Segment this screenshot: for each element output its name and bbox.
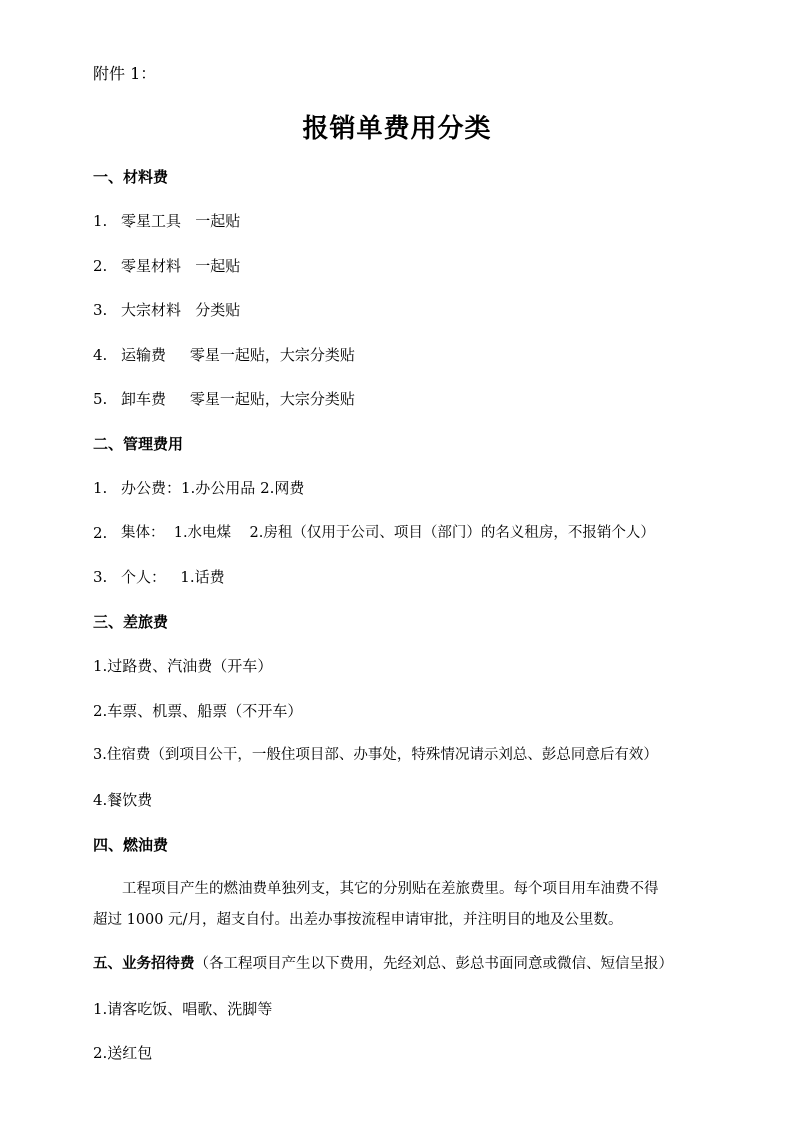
list-item: 2.车票、机票、船票（不开车） — [93, 702, 303, 720]
section-heading-management: 二、管理费用 — [93, 435, 184, 453]
item-text: 运输费 零星一起贴，大宗分类贴 — [121, 346, 355, 364]
attachment-label: 附件 1： — [93, 64, 157, 83]
section-heading-entertainment-line — [93, 954, 673, 974]
item-number: 1. — [93, 212, 108, 230]
item-number: 4. — [93, 346, 108, 364]
paragraph-line: 工程项目产生的燃油费单独列支，其它的分别贴在差旅费里。每个项目用车油费不得 — [122, 881, 659, 897]
list-item: 1.过路费、汽油费（开车） — [93, 657, 273, 675]
item-text: 零星材料 一起贴 — [121, 257, 241, 275]
item-text: 办公费：1.办公用品 2.网费 — [121, 479, 305, 497]
section-heading-travel: 三、差旅费 — [93, 613, 169, 631]
section-heading-materials: 一、材料费 — [93, 168, 169, 186]
section-heading-fuel: 四、燃油费 — [93, 836, 169, 854]
paragraph-line: 超过 1000 元/月，超支自付。出差办事按流程申请审批，并注明目的地及公里数。 — [93, 912, 623, 928]
item-text: 大宗材料 分类贴 — [121, 301, 241, 319]
list-item: 1.请客吃饭、唱歌、洗脚等 — [93, 1000, 273, 1018]
item-text: 卸车费 零星一起贴，大宗分类贴 — [121, 390, 355, 408]
list-item: 2.送红包 — [93, 1044, 153, 1062]
item-number: 2. — [93, 524, 108, 542]
item-text: 零星工具 一起贴 — [121, 212, 241, 230]
item-text: 个人： 1.话费 — [121, 568, 225, 586]
list-item: 4.餐饮费 — [93, 791, 153, 809]
list-item: 3.住宿费（到项目公干，一般住项目部、办事处，特殊情况请示刘总、彭总同意后有效） — [93, 747, 658, 763]
item-number: 1. — [93, 479, 108, 497]
item-number: 3. — [93, 568, 108, 586]
item-number: 5. — [93, 390, 108, 408]
item-number: 2. — [93, 257, 108, 275]
page-title: 报销单费用分类 — [302, 114, 492, 144]
section-heading-entertainment: 五、业务招待费 — [93, 955, 195, 972]
item-number: 3. — [93, 301, 108, 319]
item-text: 集体： 1.水电煤 2.房租（仅用于公司、项目（部门）的名义租房，不报销个人） — [121, 525, 655, 541]
section-note: （各工程项目产生以下费用，先经刘总、彭总书面同意或微信、短信呈报） — [194, 956, 673, 972]
